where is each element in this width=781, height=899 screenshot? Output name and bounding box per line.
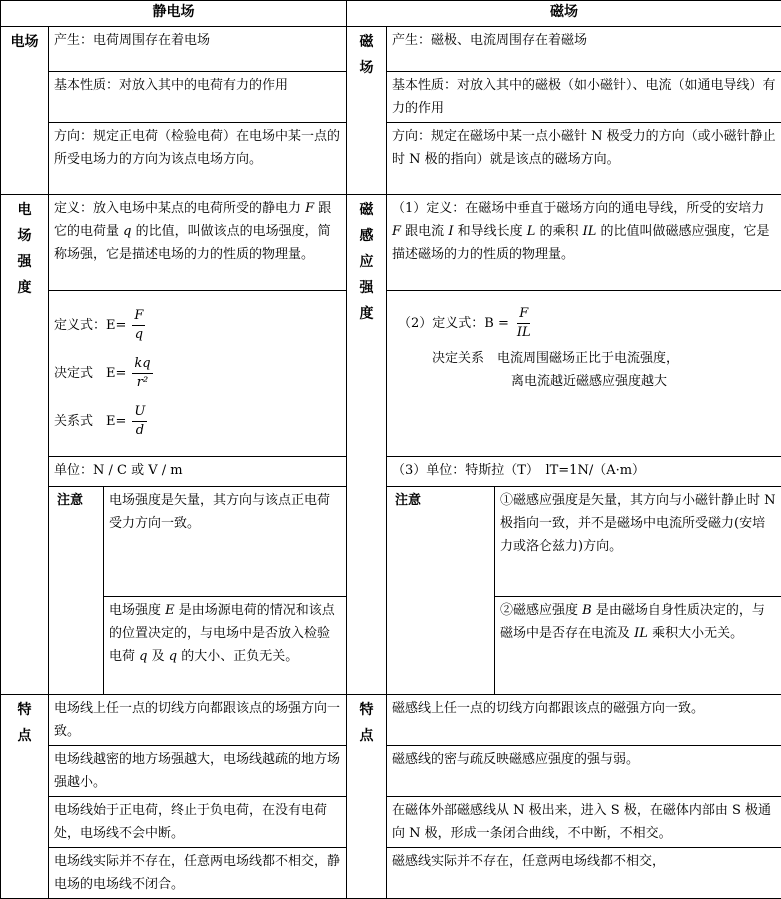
- e-feature-4: 电场线实际并不存在，任意两电场线都不相交，静电场的电场线不闭合。: [49, 848, 347, 899]
- m-formulas: [387, 291, 781, 457]
- e-feature-2: 电场线越密的地方场强越大，电场线越疏的地方场强越小。: [49, 746, 347, 797]
- e-definition-formula: 定义式：E= $\frac{F}{q}$: [54, 307, 144, 342]
- m-feature-4: 磁感线实际并不存在，任意两电场线都不相交，: [387, 848, 781, 899]
- fraction: $\frac{F}{q}$: [134, 307, 144, 342]
- m-feature-1: 磁感线上任一点的切线方向都跟该点的磁强方向一致。: [387, 695, 781, 746]
- fraction: $\frac{F}{IL}$: [516, 305, 531, 340]
- e-direction: 方向：规定正电荷（检验电荷）在电场中某一点的所受电场力的方向为该点电场方向。: [49, 123, 347, 195]
- fraction: $\frac{kq}{\text{r²}}$: [134, 355, 151, 390]
- m-note-label: 注意: [387, 487, 495, 695]
- e-note-2: 电场强度 E 是由场源电荷的情况和该点的位置决定的，与电场中是否放入检验电荷 q 及 q 的大小、正负无关。: [104, 597, 347, 695]
- label-electric-field: 电场: [1, 27, 49, 195]
- label-magnetic-strength: 磁感应强度: [347, 195, 387, 695]
- e-formulas: [49, 291, 347, 457]
- e-note-label: 注意: [49, 487, 104, 695]
- m-property: 基本性质：对放入其中的磁极（如小磁针）、电流（如通电导线）有力的作用: [387, 72, 781, 123]
- fraction: $\frac{U}{d}$: [134, 403, 146, 438]
- m-origin: 产生：磁极、电流周围存在着磁场: [387, 27, 781, 72]
- e-determining-formula: 决定式 E= $\frac{kq}{\text{r²}}$: [54, 355, 151, 390]
- header-magnetic: 磁场: [347, 1, 781, 27]
- m-direction: 方向：规定在磁场中某一点小磁针 N 极受力的方向（或小磁针静止时 N 极的指向）就是该点的磁场方向。: [387, 123, 781, 195]
- e-feature-3: 电场线始于正电荷，终止于负电荷，在没有电荷处，电场线不会中断。: [49, 797, 347, 848]
- label-electric-features: 特点: [1, 695, 49, 899]
- e-property: 基本性质：对放入其中的电荷有力的作用: [49, 72, 347, 123]
- m-unit: （3）单位：特斯拉（T） lT=1N/（A·m）: [387, 457, 781, 487]
- e-origin: 产生：电荷周围存在着电场: [49, 27, 347, 72]
- header-electrostatic: 静电场: [1, 1, 347, 27]
- m-feature-2: 磁感线的密与疏反映磁感应强度的强与弱。: [387, 746, 781, 797]
- m-feature-3: 在磁体外部磁感线从 N 极出来，进入 S 极，在磁体内部由 S 极通向 N 极，形成一条闭合曲线，不中断，不相交。: [387, 797, 781, 848]
- m-definition: （1）定义：在磁场中垂直于磁场方向的通电导线，所受的安培力 F 跟电流 I 和导线长度 L 的乘积 IL 的比值叫做磁感应强度，它是描述磁场的力的性质的物理量。: [387, 195, 781, 291]
- label-electric-strength: 电场强度: [1, 195, 49, 695]
- m-note-1: ①磁感应强度是矢量，其方向与小磁针静止时 N 极指向一致，并不是磁场中电流所受磁力(安培力或洛仑兹力)方向。: [495, 487, 781, 597]
- e-relation-formula: 关系式 E= $\frac{U}{d}$: [54, 403, 146, 438]
- label-magnetic-features: 特点: [347, 695, 387, 899]
- label-magnetic-field: 磁场: [347, 27, 387, 195]
- m-definition-formula: （2）定义式：B = $\frac{F}{IL}$: [398, 305, 531, 340]
- e-note-1: 电场强度是矢量，其方向与该点正电荷受力方向一致。: [104, 487, 347, 597]
- m-relation-line-1: 决定关系 电流周围磁场正比于电流强度，: [432, 351, 680, 366]
- e-feature-1: 电场线上任一点的切线方向都跟该点的场强方向一致。: [49, 695, 347, 746]
- e-definition: 定义：放入电场中某点的电荷所受的静电力 F 跟它的电荷量 q 的比值，叫做该点的电场强度，简称场强，它是描述电场的力的性质的物理量。: [49, 195, 347, 291]
- m-note-2: ②磁感应强度 B 是由磁场自身性质决定的，与磁场中是否存在电流及 IL 乘积大小无关。: [495, 597, 781, 695]
- e-unit: 单位：N / C 或 V / m: [49, 457, 347, 487]
- m-relation-line-2: 离电流越近磁感应强度越大: [511, 374, 668, 389]
